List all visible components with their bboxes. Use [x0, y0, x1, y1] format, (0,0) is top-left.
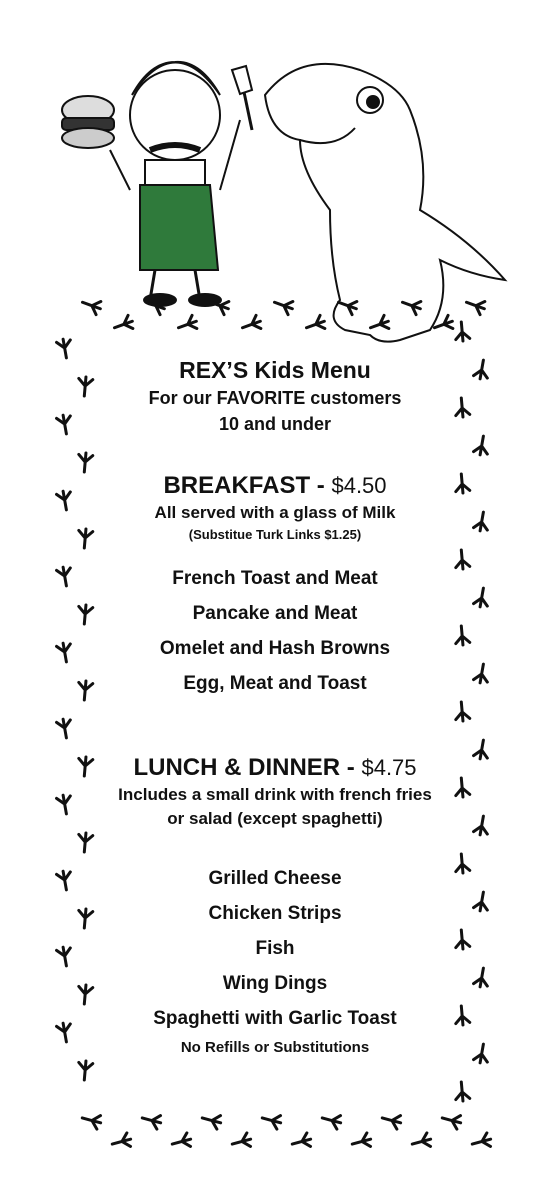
- footprint-icon: [454, 929, 470, 949]
- menu-title: REX’S Kids Menu: [179, 357, 371, 383]
- lunch-item: Fish: [255, 938, 295, 959]
- footprint-icon: [290, 1132, 312, 1150]
- menu-subtitle-1: For our FAVORITE customers: [148, 388, 402, 408]
- footprint-icon: [240, 315, 263, 335]
- breakfast-item: Egg, Meat and Toast: [183, 673, 367, 694]
- footprint-icon: [473, 739, 490, 760]
- footprint-icon: [473, 359, 490, 380]
- footprint-icon: [304, 315, 327, 335]
- footprint-icon: [454, 1005, 470, 1025]
- lunch-item: Spaghetti with Garlic Toast: [153, 1008, 397, 1029]
- lunch-sub-2: or salad (except spaghetti): [167, 809, 383, 828]
- lunch-item: Chicken Strips: [208, 903, 342, 924]
- footprint-icon: [80, 296, 103, 316]
- lunch-item: Grilled Cheese: [208, 868, 342, 889]
- footprint-icon: [336, 296, 359, 316]
- footprint-icon: [56, 490, 73, 511]
- footprint-icon: [368, 315, 391, 335]
- footprint-icon: [454, 473, 470, 493]
- footprint-icon: [473, 435, 490, 456]
- breakfast-item: Pancake and Meat: [192, 603, 358, 624]
- footprint-icon: [272, 296, 295, 316]
- footprint-icon: [170, 1132, 192, 1150]
- footprint-icon: [77, 528, 93, 548]
- breakfast-sub: All served with a glass of Milk: [154, 503, 396, 522]
- footprint-icon: [260, 1111, 282, 1129]
- lunch-price: $4.75: [361, 755, 417, 780]
- footprint-icon: [56, 870, 73, 891]
- footprint-icon: [176, 315, 199, 335]
- footprint-icon: [432, 315, 455, 335]
- footprint-icon: [454, 549, 470, 569]
- footprint-icon: [380, 1111, 402, 1129]
- footprint-icon: [77, 984, 93, 1004]
- footprint-icon: [320, 1111, 342, 1129]
- footprint-icon: [77, 680, 93, 700]
- footprint-icon: [454, 625, 470, 645]
- footprint-icon: [470, 1132, 492, 1150]
- footprint-icon: [350, 1132, 372, 1150]
- footprint-icon: [56, 566, 73, 587]
- footprint-icon: [56, 718, 73, 739]
- footprint-icon: [400, 296, 423, 316]
- footprint-icon: [140, 1111, 162, 1129]
- lunch-sub-1: Includes a small drink with french fries: [118, 785, 432, 804]
- footprint-icon: [208, 296, 231, 316]
- footprint-icon: [77, 832, 93, 852]
- breakfast-note: (Substitue Turk Links $1.25): [188, 527, 362, 542]
- footprint-icon: [56, 946, 73, 967]
- footprint-icon: [473, 891, 490, 912]
- footprint-icon: [77, 376, 93, 396]
- footprint-icon: [200, 1111, 222, 1129]
- footprint-icon: [473, 663, 490, 684]
- footprint-icon: [473, 1043, 490, 1064]
- footprint-icon: [56, 414, 73, 435]
- lunch-label: LUNCH & DINNER -: [133, 754, 355, 781]
- footprint-icon: [77, 908, 93, 928]
- breakfast-label: BREAKFAST -: [163, 472, 325, 499]
- footprint-icon: [110, 1132, 132, 1150]
- footprint-icon: [464, 296, 487, 316]
- lunch-heading: [75, 753, 475, 783]
- footprint-icon: [473, 815, 490, 836]
- footprint-icon: [473, 587, 490, 608]
- menu-subtitle-2: 10 and under: [218, 414, 332, 434]
- footprint-icon: [56, 642, 73, 663]
- footprint-icon: [454, 701, 470, 721]
- lunch-item: Wing Dings: [222, 973, 328, 994]
- footprint-icon: [454, 1081, 470, 1101]
- footprint-icon: [454, 853, 470, 873]
- footprint-icon: [56, 1022, 73, 1043]
- footprint-icon: [440, 1111, 462, 1129]
- footprint-icon: [112, 315, 135, 335]
- footprint-icon: [77, 452, 93, 472]
- footprint-icon: [230, 1132, 252, 1150]
- footprint-icon: [80, 1111, 102, 1129]
- footprint-icon: [77, 1060, 93, 1080]
- footprint-icon: [56, 794, 73, 815]
- footer-note: No Refills or Substitutions: [180, 1039, 370, 1056]
- footprint-icon: [454, 397, 470, 417]
- footprint-icon: [454, 321, 470, 341]
- footprint-icon: [473, 967, 490, 988]
- breakfast-heading: [95, 471, 455, 501]
- footprint-icon: [77, 604, 93, 624]
- kids-menu: [95, 355, 455, 1060]
- footprint-icon: [56, 338, 73, 359]
- breakfast-item: Omelet and Hash Browns: [159, 638, 391, 659]
- breakfast-price: $4.50: [331, 473, 387, 498]
- breakfast-item: French Toast and Meat: [172, 568, 378, 589]
- footprint-icon: [144, 296, 167, 316]
- footprint-icon: [410, 1132, 432, 1150]
- footprint-icon: [473, 511, 490, 532]
